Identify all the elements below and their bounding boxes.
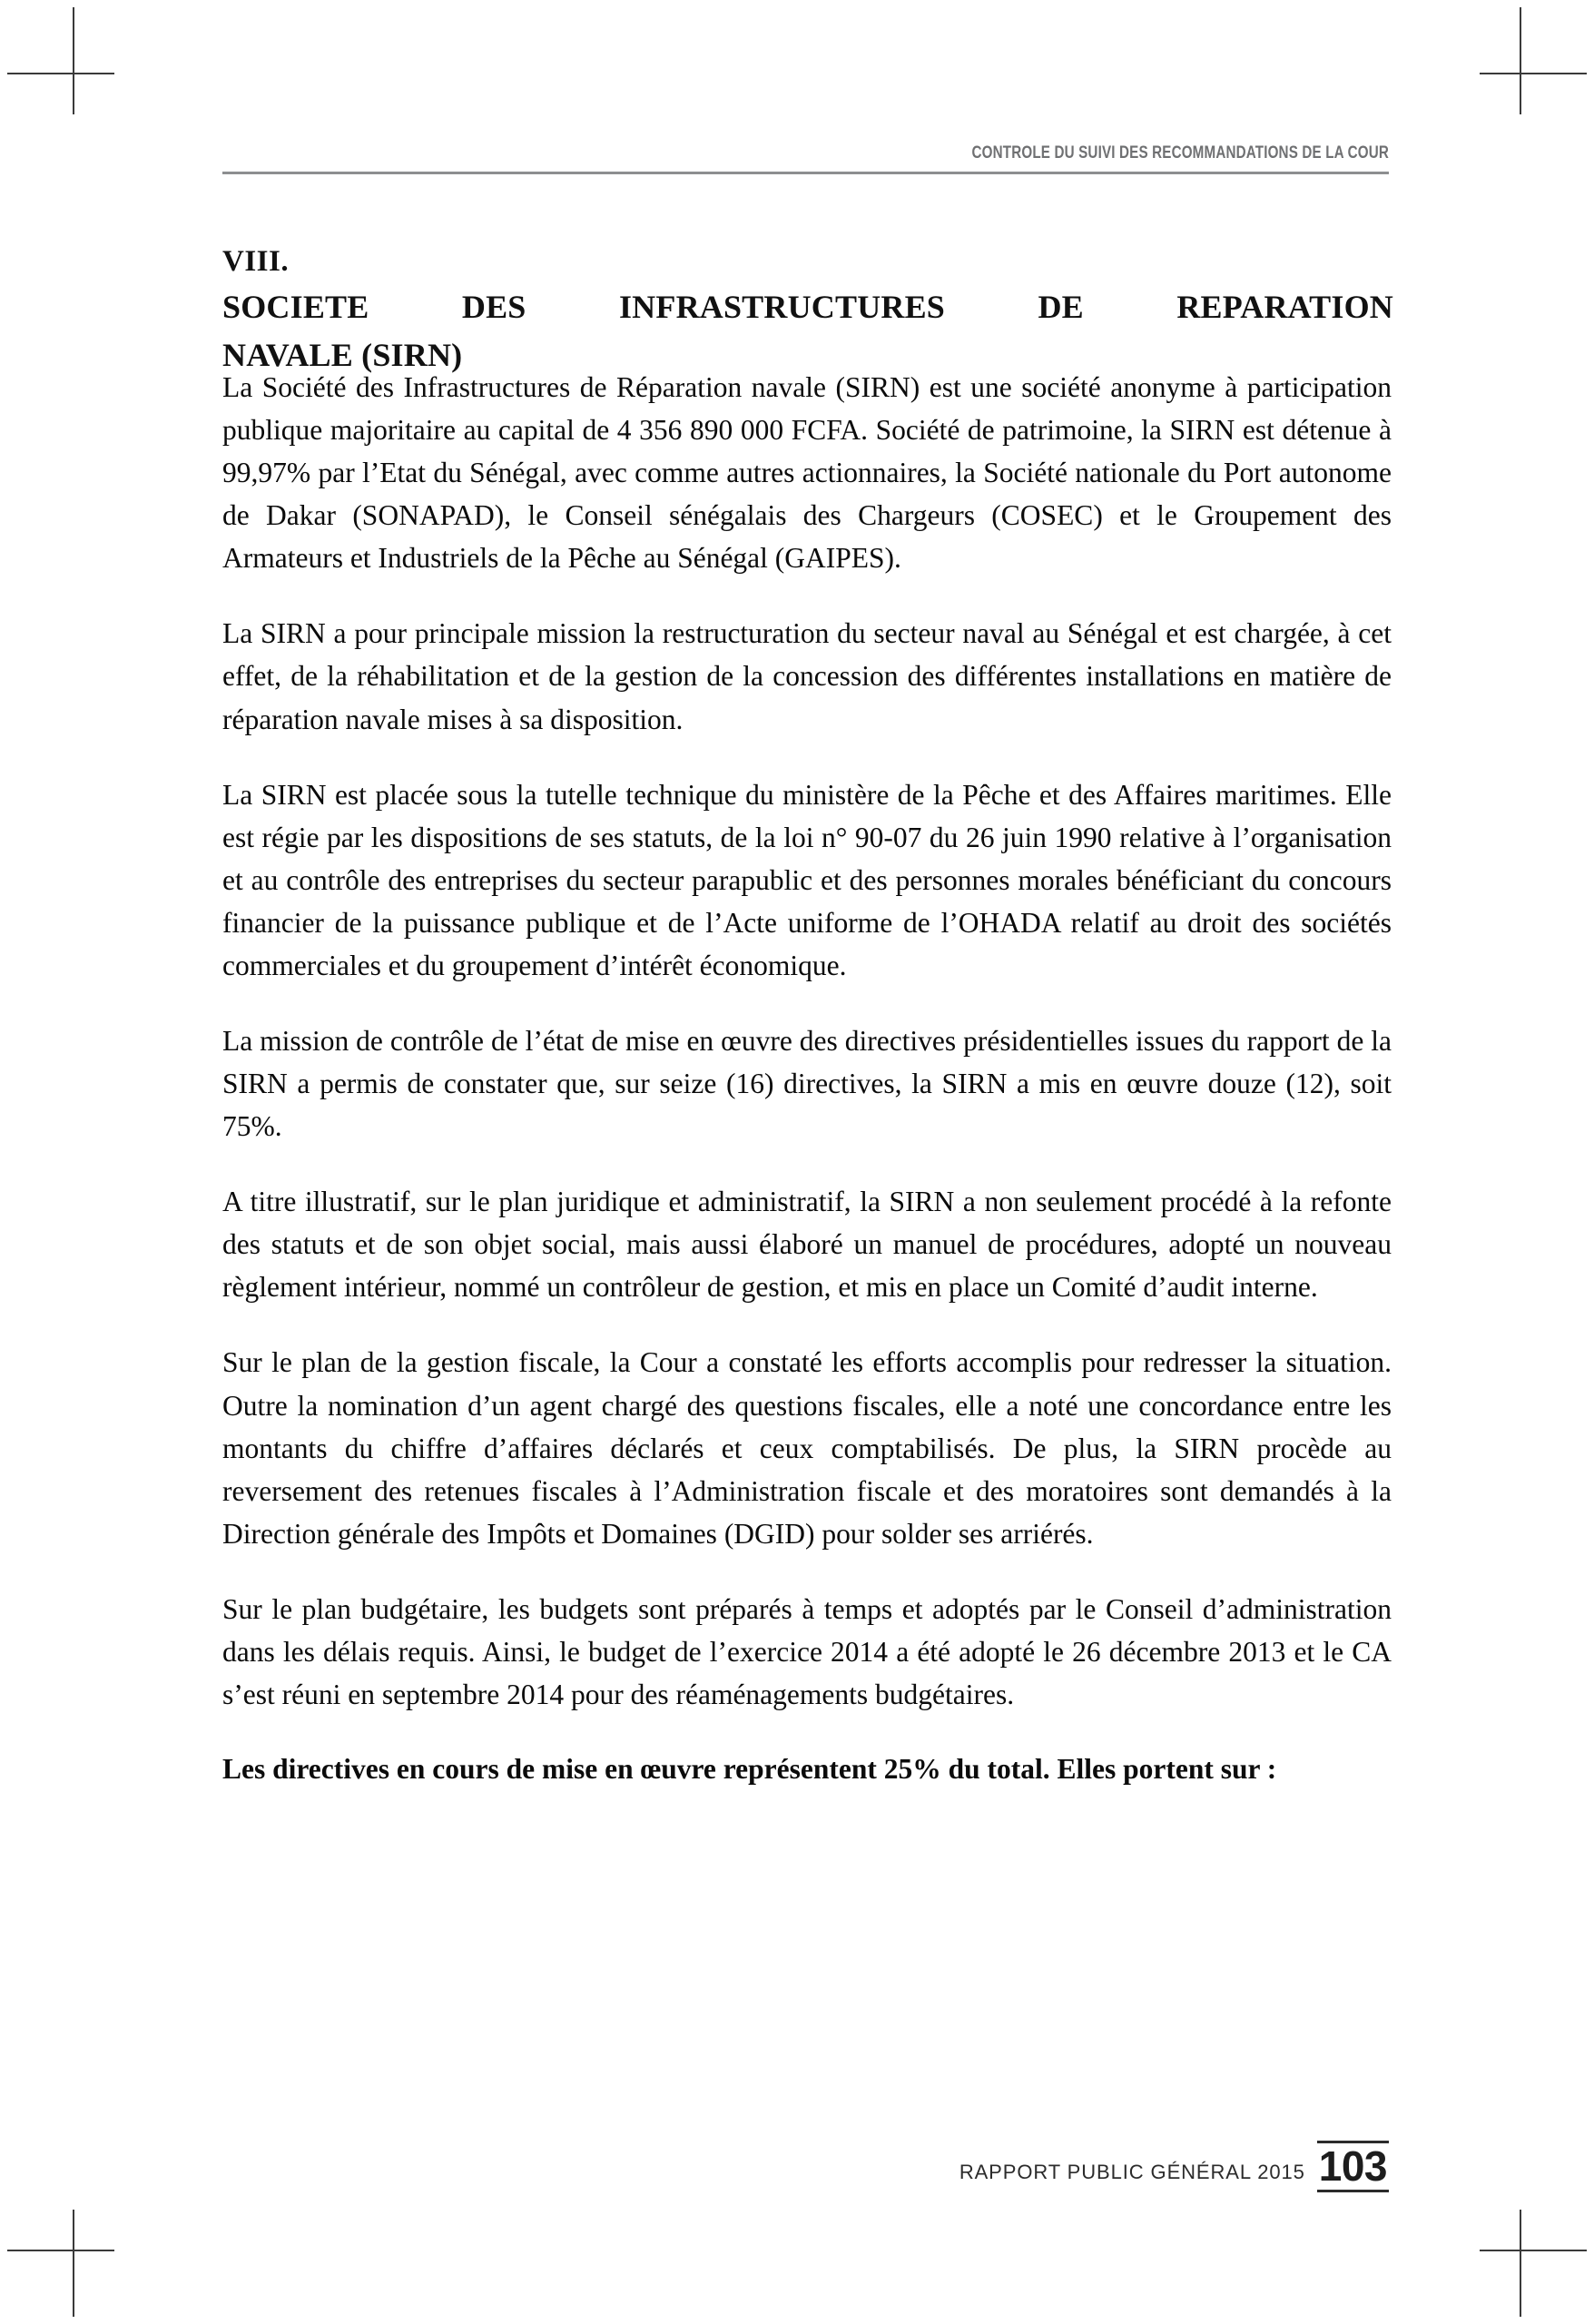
section-title-line-1: SOCIETE DES INFRASTRUCTURES DE REPARATION	[222, 288, 1393, 325]
crop-mark-bottom-right-vertical	[1520, 2210, 1521, 2317]
page-number-frame	[1317, 2141, 1389, 2192]
crop-mark-top-left-horizontal	[7, 73, 114, 74]
footer-report-label: RAPPORT PUBLIC GÉNÉRAL 2015	[959, 2161, 1305, 2184]
section-title-line-2: NAVALE (SIRN)	[222, 336, 463, 373]
crop-mark-bottom-left-vertical	[73, 2210, 74, 2317]
running-header-text: CONTROLE DU SUIVI DES RECOMMANDATIONS DE LA COUR	[971, 143, 1389, 162]
page-title	[222, 242, 1393, 378]
crop-mark-top-right-horizontal	[1480, 73, 1587, 74]
paragraph-budget: Sur le plan budgétaire, les budgets sont préparés à temps et adoptés par le Conseil d’administration dans les délais requis. Ainsi, le budget de l’exercice 2014 a été adopté le 26 décembre 2013 et le CA s’est réuni en septembre 2014 pour des réaménagements budgétaires.	[222, 1592, 1392, 1711]
section-number: VIII.	[222, 245, 290, 279]
running-header	[222, 143, 1389, 174]
paragraph-directives-status: La mission de contrôle de l’état de mise en œuvre des directives présidentielles issues du rapport de la SIRN a permis de constater que, sur seize (16) directives, la SIRN a mis en œuvre douze (12), soit 75%.	[222, 1025, 1392, 1143]
paragraph-legal-framework: La SIRN est placée sous la tutelle technique du ministère de la Pêche et des Affaires maritimes. Elle est régie par les dispositions de ses statuts, de la loi n° 90-07 du 26 juin 1990 relative à l’organisation et au contrôle des entreprises du secteur parapublic et des personnes morales bénéficiant du concours financier de la puissance publique et de l’Acte uniforme de l’OHADA relatif au droit des sociétés commerciales et du groupement d’intérêt économique.	[222, 778, 1392, 981]
crop-mark-bottom-left-horizontal	[7, 2250, 114, 2251]
paragraph-company-overview: La Société des Infrastructures de Réparation navale (SIRN) est une société anonyme à participation publique majoritaire au capital de 4 356 890 000 FCFA. Société de patrimoine, la SIRN est détenue à 99,97% par l’Etat du Sénégal, avec comme autres actionnaires, la Société nationale du Port autonome de Dakar (SONAPAD), le Conseil sénégalais des Chargeurs (COSEC) et le Groupement des Armateurs et Industriels de la Pêche au Sénégal (GAIPES).	[222, 371, 1392, 575]
crop-mark-bottom-right-horizontal	[1480, 2250, 1587, 2251]
page-number: 103	[1318, 2142, 1387, 2190]
page-footer	[222, 2141, 1389, 2192]
paragraph-fiscal: Sur le plan de la gestion fiscale, la Cour a constaté les efforts accomplis pour redresser la situation. Outre la nomination d’un agent chargé des questions fiscales, elle a noté une concordance entre les montants du chiffre d’affaires déclarés et ceux comptabilisés. De plus, la SIRN procède au reversement des retenues fiscales à l’Administration fiscale et des moratoires sont demandés à la Direction générale des Impôts et Domaines (DGID) pour solder ses arriérés.	[222, 1346, 1392, 1550]
paragraph-closing-bold: Les directives en cours de mise en œuvre représentent 25% du total. Elles portent sur :	[222, 1753, 1277, 1786]
crop-mark-top-left-vertical	[73, 7, 74, 114]
section-title-body	[222, 286, 1393, 378]
paragraph-mission: La SIRN a pour principale mission la restructuration du secteur naval au Sénégal et est chargée, à cet effet, de la réhabilitation et de la gestion de la concession des différentes installations en matière de réparation navale mises à sa disposition.	[222, 617, 1392, 735]
crop-mark-top-right-vertical	[1520, 7, 1521, 114]
paragraph-legal-admin: A titre illustratif, sur le plan juridique et administratif, la SIRN a non seulement procédé à la refonte des statuts et de son objet social, mais aussi élaboré un manuel de procédures, adopté un nouveau règlement intérieur, nommé un contrôleur de gestion, et mis en place un Comité d’audit interne.	[222, 1186, 1392, 1304]
running-header-rule	[222, 172, 1389, 174]
body-text	[222, 366, 1392, 1790]
